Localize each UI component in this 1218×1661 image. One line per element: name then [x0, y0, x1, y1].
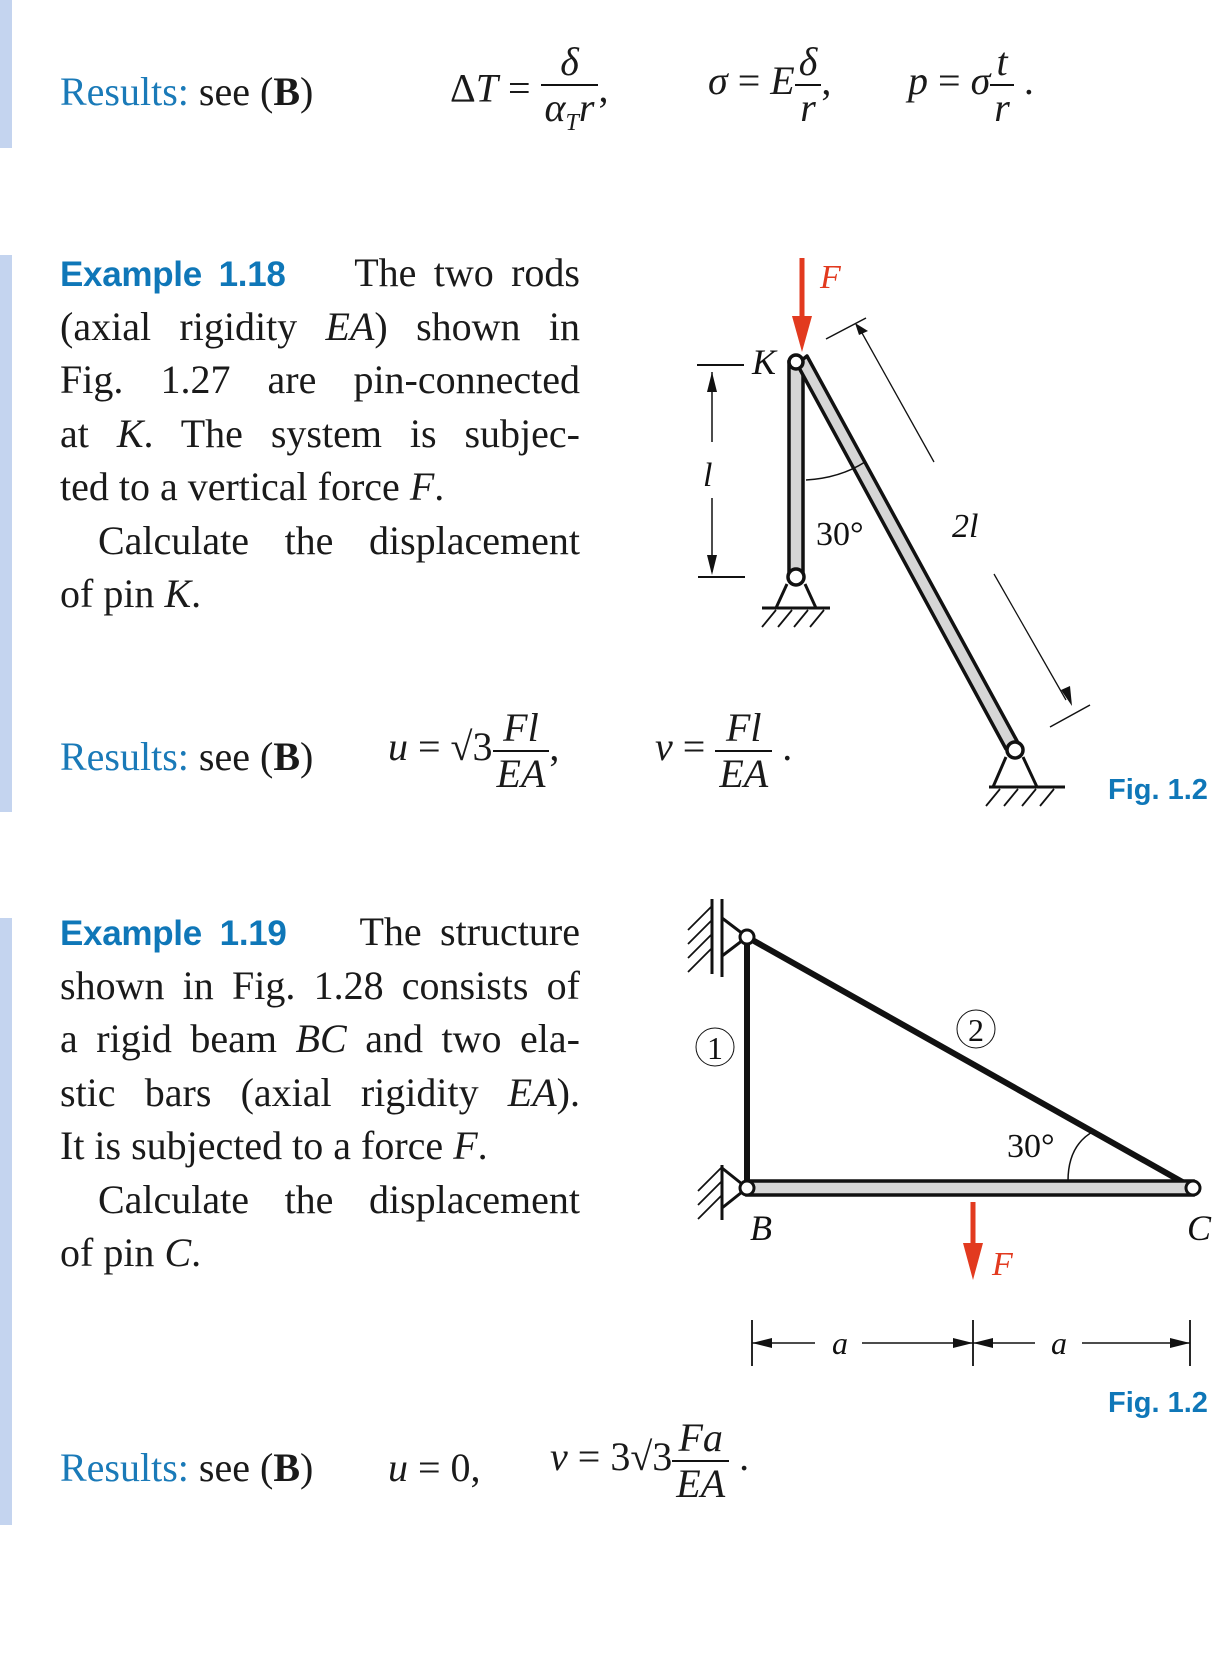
angle-label: 30° [816, 516, 864, 553]
point-b-label: B [750, 1208, 772, 1248]
force-arrow-icon [963, 1202, 1014, 1283]
example-1-18-line-4: at K. The system is subjec- [60, 410, 581, 456]
formula-2-numerator: δ [795, 40, 822, 86]
results-ref: B [273, 69, 300, 114]
results-see: see [198, 1445, 250, 1490]
result-v-example-1-19: v = 3√3 $\frac{Fa}{EA}$ . [550, 1415, 750, 1506]
figure-1-28-caption: Fig. 1.2 [1108, 1387, 1208, 1419]
formula-delta-t: ΔT = $\frac{\delta}{\alpha_Tr}$ , [450, 40, 608, 145]
formula-sigma: σ = E $\frac{\delta}{r}$ , [708, 39, 832, 130]
force-label: F [820, 259, 841, 296]
example-1-19-line-1: Example 1.19 The structure [60, 909, 580, 954]
result-u-example-1-18: u = √3 $\frac{Fl}{EA}$ , [388, 705, 560, 796]
example-1-19-line-7: of pin C. [60, 1230, 202, 1275]
example-1-18-line-2: (axial rigidity EA) shown in [60, 303, 580, 349]
results-label: Results: [60, 69, 189, 114]
example-1-18-line-5: ted to a vertical force F. [60, 464, 445, 509]
bar-1-label: 1 [707, 1030, 723, 1066]
example-1-18-line-7: of pin K. [60, 571, 202, 616]
example-1-19-line-3: a rigid beam BC and two ela- [60, 1016, 580, 1061]
dim-right-label: a [1051, 1325, 1067, 1361]
example-1-19-line-6: Calculate the displacement [98, 1176, 580, 1222]
results-see: see [198, 69, 250, 114]
bar-2-label: 2 [968, 1012, 984, 1048]
example-1-19-line-4: stic bars (axial rigidity EA). [60, 1069, 580, 1115]
example-1-18-line-3: Fig. 1.27 are pin-connected [60, 357, 580, 402]
example-1-19-line-5: It is subjected to a force F. [60, 1123, 488, 1168]
force-arrow-icon [792, 258, 842, 352]
formula-pressure: p = σ $\frac{t}{r}$ . [908, 39, 1034, 130]
results-ref: B [273, 1445, 300, 1490]
figure-1-27-diagram [0, 0, 1218, 830]
example-1-18-line-1: Example 1.18 The two rods [60, 250, 581, 295]
formula-2-denominator: r [800, 85, 816, 130]
force-label: F [992, 1246, 1013, 1283]
example-1-18-line-6: Calculate the displacement [98, 517, 580, 563]
formula-1-denominator: $\alpha_Tr$ [544, 85, 595, 136]
results-line-example-1-19: Results: see (B) [60, 1445, 314, 1490]
length-l-label: l [703, 457, 713, 494]
results-label: Results: [60, 734, 189, 779]
results-line-example-1-18: Results: see (B) [60, 734, 314, 779]
length-2l-label: 2l [952, 508, 979, 545]
example-1-19-heading: Example 1.19 [60, 914, 287, 953]
results-label: Results: [60, 1445, 189, 1490]
results-line-top: Results: see (B) [60, 69, 314, 114]
formula-1-numerator: δ [541, 40, 599, 86]
dim-left-label: a [832, 1325, 848, 1361]
results-see: see [198, 734, 250, 779]
formula-3-denominator: r [994, 85, 1010, 130]
results-ref: B [273, 734, 300, 779]
example-1-18-heading: Example 1.18 [60, 255, 286, 294]
result-u-example-1-19: u = 0, [388, 1445, 481, 1490]
angle-label: 30° [1007, 1128, 1055, 1165]
point-c-label: C [1187, 1208, 1212, 1248]
result-v-example-1-18: v = $\frac{Fl}{EA}$ . [655, 705, 793, 796]
formula-3-numerator: t [990, 40, 1014, 86]
node-k-label: K [752, 342, 777, 382]
figure-1-28-diagram [0, 880, 1218, 1440]
example-1-19-line-2: shown in Fig. 1.28 consists of [60, 962, 580, 1008]
figure-1-27-caption: Fig. 1.2 [1108, 774, 1208, 806]
